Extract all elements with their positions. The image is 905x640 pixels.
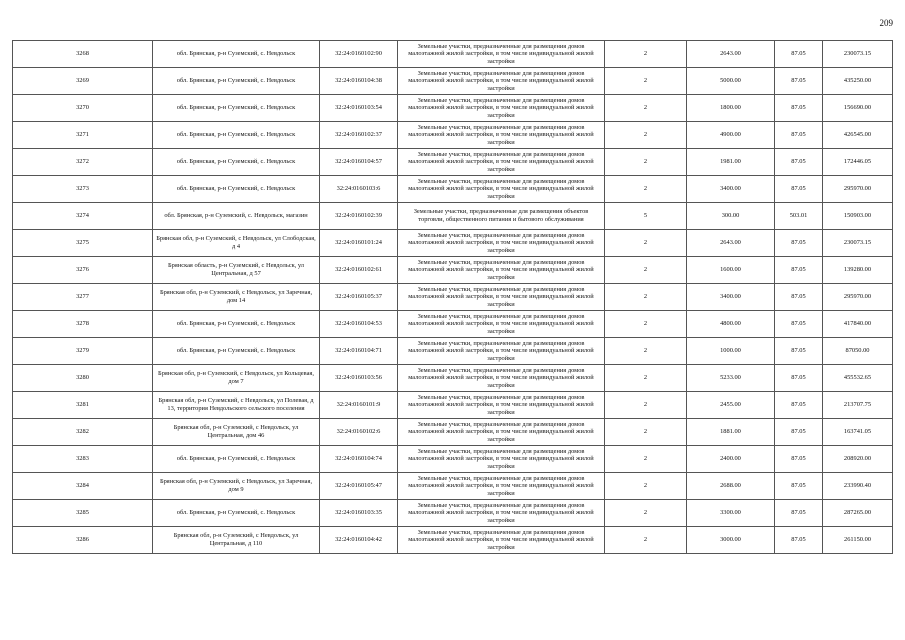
cadastral-number-cell: 32:24:0160103:35 — [320, 500, 398, 527]
area-cell: 3400.00 — [687, 284, 775, 311]
land-use-cell: Земельные участки, предназначенные для размещения домов малоэтажной жилой застройки, в том числе индивидуальной жилой застройки — [398, 338, 605, 365]
cadastral-value-cell: 163741.05 — [823, 419, 893, 446]
row-number: 3274 — [13, 203, 153, 230]
cadastral-value-cell: 233990.40 — [823, 473, 893, 500]
area-cell: 5000.00 — [687, 68, 775, 95]
cadastral-value-cell: 435250.00 — [823, 68, 893, 95]
address-cell: обл. Брянская, р-н Суземский, с. Невдольск, магазин — [153, 203, 320, 230]
use-code-cell: 2 — [605, 500, 687, 527]
use-code-cell: 2 — [605, 419, 687, 446]
cadastral-value-cell: 150903.00 — [823, 203, 893, 230]
use-code-cell: 2 — [605, 446, 687, 473]
rate-cell: 87.05 — [775, 230, 823, 257]
address-cell: Брянская область, р-н Суземский, с Невдольск, ул Центральная, д 57 — [153, 257, 320, 284]
address-cell: Брянская обл, р-н Суземский, с Невдольск, ул Кольцевая, дом 7 — [153, 365, 320, 392]
row-number: 3268 — [13, 41, 153, 68]
page-number: 209 — [879, 18, 893, 28]
cadastral-value-cell: 295970.00 — [823, 284, 893, 311]
cadastral-value-cell: 156690.00 — [823, 95, 893, 122]
use-code-cell: 2 — [605, 176, 687, 203]
area-cell: 300.00 — [687, 203, 775, 230]
address-cell: Брянская обл, р-н Суземский, с Невдольск, ул Центральная, д 110 — [153, 527, 320, 554]
cadastral-number-cell: 32:24:0160102:61 — [320, 257, 398, 284]
land-use-cell: Земельные участки, предназначенные для размещения домов малоэтажной жилой застройки, в том числе индивидуальной жилой застройки — [398, 500, 605, 527]
area-cell: 2400.00 — [687, 446, 775, 473]
cadastral-number-cell: 32:24:0160102:6 — [320, 419, 398, 446]
land-registry-table — [12, 40, 893, 554]
area-cell: 1000.00 — [687, 338, 775, 365]
table-row — [13, 176, 893, 203]
cadastral-number-cell: 32:24:0160102:39 — [320, 203, 398, 230]
use-code-cell: 2 — [605, 122, 687, 149]
area-cell: 3000.00 — [687, 527, 775, 554]
address-cell: обл. Брянская, р-н Суземский, с. Невдольск — [153, 176, 320, 203]
land-use-cell: Земельные участки, предназначенные для размещения домов малоэтажной жилой застройки, в том числе индивидуальной жилой застройки — [398, 149, 605, 176]
land-use-cell: Земельные участки, предназначенные для размещения домов малоэтажной жилой застройки, в том числе индивидуальной жилой застройки — [398, 311, 605, 338]
area-cell: 3400.00 — [687, 176, 775, 203]
cadastral-value-cell: 208920.00 — [823, 446, 893, 473]
table-row — [13, 527, 893, 554]
address-cell: обл. Брянская, р-н Суземский, с. Невдольск — [153, 95, 320, 122]
cadastral-number-cell: 32:24:0160103:54 — [320, 95, 398, 122]
table-row — [13, 149, 893, 176]
address-cell: обл. Брянская, р-н Суземский, с. Невдольск — [153, 68, 320, 95]
table-row — [13, 122, 893, 149]
use-code-cell: 2 — [605, 311, 687, 338]
address-cell: Брянская обл, р-н Суземский, с Невдольск, ул Центральная, дом 46 — [153, 419, 320, 446]
table-row — [13, 68, 893, 95]
cadastral-value-cell: 230073.15 — [823, 41, 893, 68]
cadastral-number-cell: 32:24:0160103:6 — [320, 176, 398, 203]
row-number: 3286 — [13, 527, 153, 554]
table-row — [13, 365, 893, 392]
address-cell: обл. Брянская, р-н Суземский, с. Невдольск — [153, 500, 320, 527]
rate-cell: 87.05 — [775, 500, 823, 527]
use-code-cell: 2 — [605, 284, 687, 311]
cadastral-value-cell: 139280.00 — [823, 257, 893, 284]
table-body — [13, 41, 893, 554]
use-code-cell: 2 — [605, 527, 687, 554]
cadastral-number-cell: 32:24:0160104:74 — [320, 446, 398, 473]
address-cell: обл. Брянская, р-н Суземский, с. Невдольск — [153, 338, 320, 365]
table-row — [13, 500, 893, 527]
rate-cell: 87.05 — [775, 68, 823, 95]
land-use-cell: Земельные участки, предназначенные для размещения домов малоэтажной жилой застройки, в том числе индивидуальной жилой застройки — [398, 68, 605, 95]
area-cell: 2688.00 — [687, 473, 775, 500]
area-cell: 2643.00 — [687, 41, 775, 68]
row-number: 3283 — [13, 446, 153, 473]
cadastral-number-cell: 32:24:0160105:37 — [320, 284, 398, 311]
row-number: 3284 — [13, 473, 153, 500]
table-row — [13, 95, 893, 122]
land-use-cell: Земельные участки, предназначенные для размещения домов малоэтажной жилой застройки, в том числе индивидуальной жилой застройки — [398, 41, 605, 68]
row-number: 3271 — [13, 122, 153, 149]
cadastral-value-cell: 261150.00 — [823, 527, 893, 554]
land-use-cell: Земельные участки, предназначенные для размещения домов малоэтажной жилой застройки, в том числе индивидуальной жилой застройки — [398, 419, 605, 446]
row-number: 3272 — [13, 149, 153, 176]
cadastral-value-cell: 87050.00 — [823, 338, 893, 365]
cadastral-value-cell: 295970.00 — [823, 176, 893, 203]
area-cell: 1600.00 — [687, 257, 775, 284]
table-row — [13, 338, 893, 365]
land-use-cell: Земельные участки, предназначенные для размещения домов малоэтажной жилой застройки, в том числе индивидуальной жилой застройки — [398, 230, 605, 257]
table-row — [13, 446, 893, 473]
rate-cell: 87.05 — [775, 95, 823, 122]
use-code-cell: 2 — [605, 257, 687, 284]
cadastral-number-cell: 32:24:0160104:42 — [320, 527, 398, 554]
cadastral-number-cell: 32:24:0160104:57 — [320, 149, 398, 176]
address-cell: обл. Брянская, р-н Суземский, с. Невдольск — [153, 122, 320, 149]
cadastral-value-cell: 213707.75 — [823, 392, 893, 419]
rate-cell: 87.05 — [775, 257, 823, 284]
use-code-cell: 2 — [605, 149, 687, 176]
cadastral-number-cell: 32:24:0160101:24 — [320, 230, 398, 257]
table-row — [13, 257, 893, 284]
table-row — [13, 41, 893, 68]
rate-cell: 87.05 — [775, 149, 823, 176]
cadastral-number-cell: 32:24:0160105:47 — [320, 473, 398, 500]
area-cell: 1981.00 — [687, 149, 775, 176]
land-use-cell: Земельные участки, предназначенные для размещения домов малоэтажной жилой застройки, в том числе индивидуальной жилой застройки — [398, 473, 605, 500]
cadastral-number-cell: 32:24:0160104:38 — [320, 68, 398, 95]
address-cell: обл. Брянская, р-н Суземский, с. Невдольск — [153, 41, 320, 68]
use-code-cell: 2 — [605, 365, 687, 392]
land-use-cell: Земельные участки, предназначенные для размещения домов малоэтажной жилой застройки, в том числе индивидуальной жилой застройки — [398, 392, 605, 419]
cadastral-value-cell: 172446.05 — [823, 149, 893, 176]
rate-cell: 87.05 — [775, 446, 823, 473]
cadastral-number-cell: 32:24:0160104:71 — [320, 338, 398, 365]
table-row — [13, 203, 893, 230]
address-cell: Брянская обл, р-н Суземский, с Невдольск, ул Заречная, дом 14 — [153, 284, 320, 311]
table-row — [13, 230, 893, 257]
area-cell: 2643.00 — [687, 230, 775, 257]
use-code-cell: 2 — [605, 230, 687, 257]
land-use-cell: Земельные участки, предназначенные для размещения домов малоэтажной жилой застройки, в том числе индивидуальной жилой застройки — [398, 122, 605, 149]
rate-cell: 87.05 — [775, 527, 823, 554]
land-use-cell: Земельные участки, предназначенные для размещения домов малоэтажной жилой застройки, в том числе индивидуальной жилой застройки — [398, 257, 605, 284]
area-cell: 4800.00 — [687, 311, 775, 338]
cadastral-number-cell: 32:24:0160102:90 — [320, 41, 398, 68]
address-cell: обл. Брянская, р-н Суземский, с. Невдольск — [153, 311, 320, 338]
rate-cell: 87.05 — [775, 365, 823, 392]
rate-cell: 87.05 — [775, 122, 823, 149]
row-number: 3278 — [13, 311, 153, 338]
rate-cell: 87.05 — [775, 392, 823, 419]
row-number: 3280 — [13, 365, 153, 392]
use-code-cell: 2 — [605, 68, 687, 95]
cadastral-number-cell: 32:24:0160103:56 — [320, 365, 398, 392]
table-row — [13, 419, 893, 446]
cadastral-number-cell: 32:24:0160104:53 — [320, 311, 398, 338]
area-cell: 2455.00 — [687, 392, 775, 419]
cadastral-value-cell: 417840.00 — [823, 311, 893, 338]
use-code-cell: 2 — [605, 41, 687, 68]
rate-cell: 87.05 — [775, 176, 823, 203]
rate-cell: 87.05 — [775, 338, 823, 365]
table-row — [13, 284, 893, 311]
area-cell: 4900.00 — [687, 122, 775, 149]
cadastral-value-cell: 455532.65 — [823, 365, 893, 392]
cadastral-number-cell: 32:24:0160102:37 — [320, 122, 398, 149]
row-number: 3275 — [13, 230, 153, 257]
rate-cell: 503.01 — [775, 203, 823, 230]
address-cell: Брянская обл, р-н Суземский, с Невдольск, ул Заречная, дом 9 — [153, 473, 320, 500]
rate-cell: 87.05 — [775, 284, 823, 311]
row-number: 3277 — [13, 284, 153, 311]
table-row — [13, 392, 893, 419]
land-use-cell: Земельные участки, предназначенные для размещения домов малоэтажной жилой застройки, в том числе индивидуальной жилой застройки — [398, 95, 605, 122]
rate-cell: 87.05 — [775, 311, 823, 338]
address-cell: Брянская обл, р-н Суземский, с Невдольск, ул Полевая, д 13, территория Невдольского сельского поселения — [153, 392, 320, 419]
address-cell: Брянская обл, р-н Суземский, с Невдольск, ул Слободская, д 4 — [153, 230, 320, 257]
row-number: 3273 — [13, 176, 153, 203]
row-number: 3269 — [13, 68, 153, 95]
area-cell: 3300.00 — [687, 500, 775, 527]
cadastral-number-cell: 32:24:0160101:9 — [320, 392, 398, 419]
cadastral-value-cell: 426545.00 — [823, 122, 893, 149]
row-number: 3270 — [13, 95, 153, 122]
land-use-cell: Земельные участки, предназначенные для размещения домов малоэтажной жилой застройки, в том числе индивидуальной жилой застройки — [398, 284, 605, 311]
row-number: 3282 — [13, 419, 153, 446]
row-number: 3276 — [13, 257, 153, 284]
row-number: 3281 — [13, 392, 153, 419]
area-cell: 1800.00 — [687, 95, 775, 122]
table-row — [13, 311, 893, 338]
row-number: 3279 — [13, 338, 153, 365]
use-code-cell: 2 — [605, 473, 687, 500]
use-code-cell: 2 — [605, 95, 687, 122]
table-row — [13, 473, 893, 500]
area-cell: 1881.00 — [687, 419, 775, 446]
cadastral-value-cell: 287265.00 — [823, 500, 893, 527]
rate-cell: 87.05 — [775, 41, 823, 68]
land-use-cell: Земельные участки, предназначенные для размещения домов малоэтажной жилой застройки, в том числе индивидуальной жилой застройки — [398, 365, 605, 392]
row-number: 3285 — [13, 500, 153, 527]
rate-cell: 87.05 — [775, 473, 823, 500]
land-use-cell: Земельные участки, предназначенные для размещения домов малоэтажной жилой застройки, в том числе индивидуальной жилой застройки — [398, 446, 605, 473]
land-use-cell: Земельные участки, предназначенные для размещения объектов торговли, общественного питания и бытового обслуживания — [398, 203, 605, 230]
land-use-cell: Земельные участки, предназначенные для размещения домов малоэтажной жилой застройки, в том числе индивидуальной жилой застройки — [398, 176, 605, 203]
use-code-cell: 2 — [605, 392, 687, 419]
address-cell: обл. Брянская, р-н Суземский, с. Невдольск — [153, 446, 320, 473]
use-code-cell: 5 — [605, 203, 687, 230]
cadastral-value-cell: 230073.15 — [823, 230, 893, 257]
address-cell: обл. Брянская, р-н Суземский, с. Невдольск — [153, 149, 320, 176]
land-use-cell: Земельные участки, предназначенные для размещения домов малоэтажной жилой застройки, в том числе индивидуальной жилой застройки — [398, 527, 605, 554]
area-cell: 5233.00 — [687, 365, 775, 392]
rate-cell: 87.05 — [775, 419, 823, 446]
use-code-cell: 2 — [605, 338, 687, 365]
